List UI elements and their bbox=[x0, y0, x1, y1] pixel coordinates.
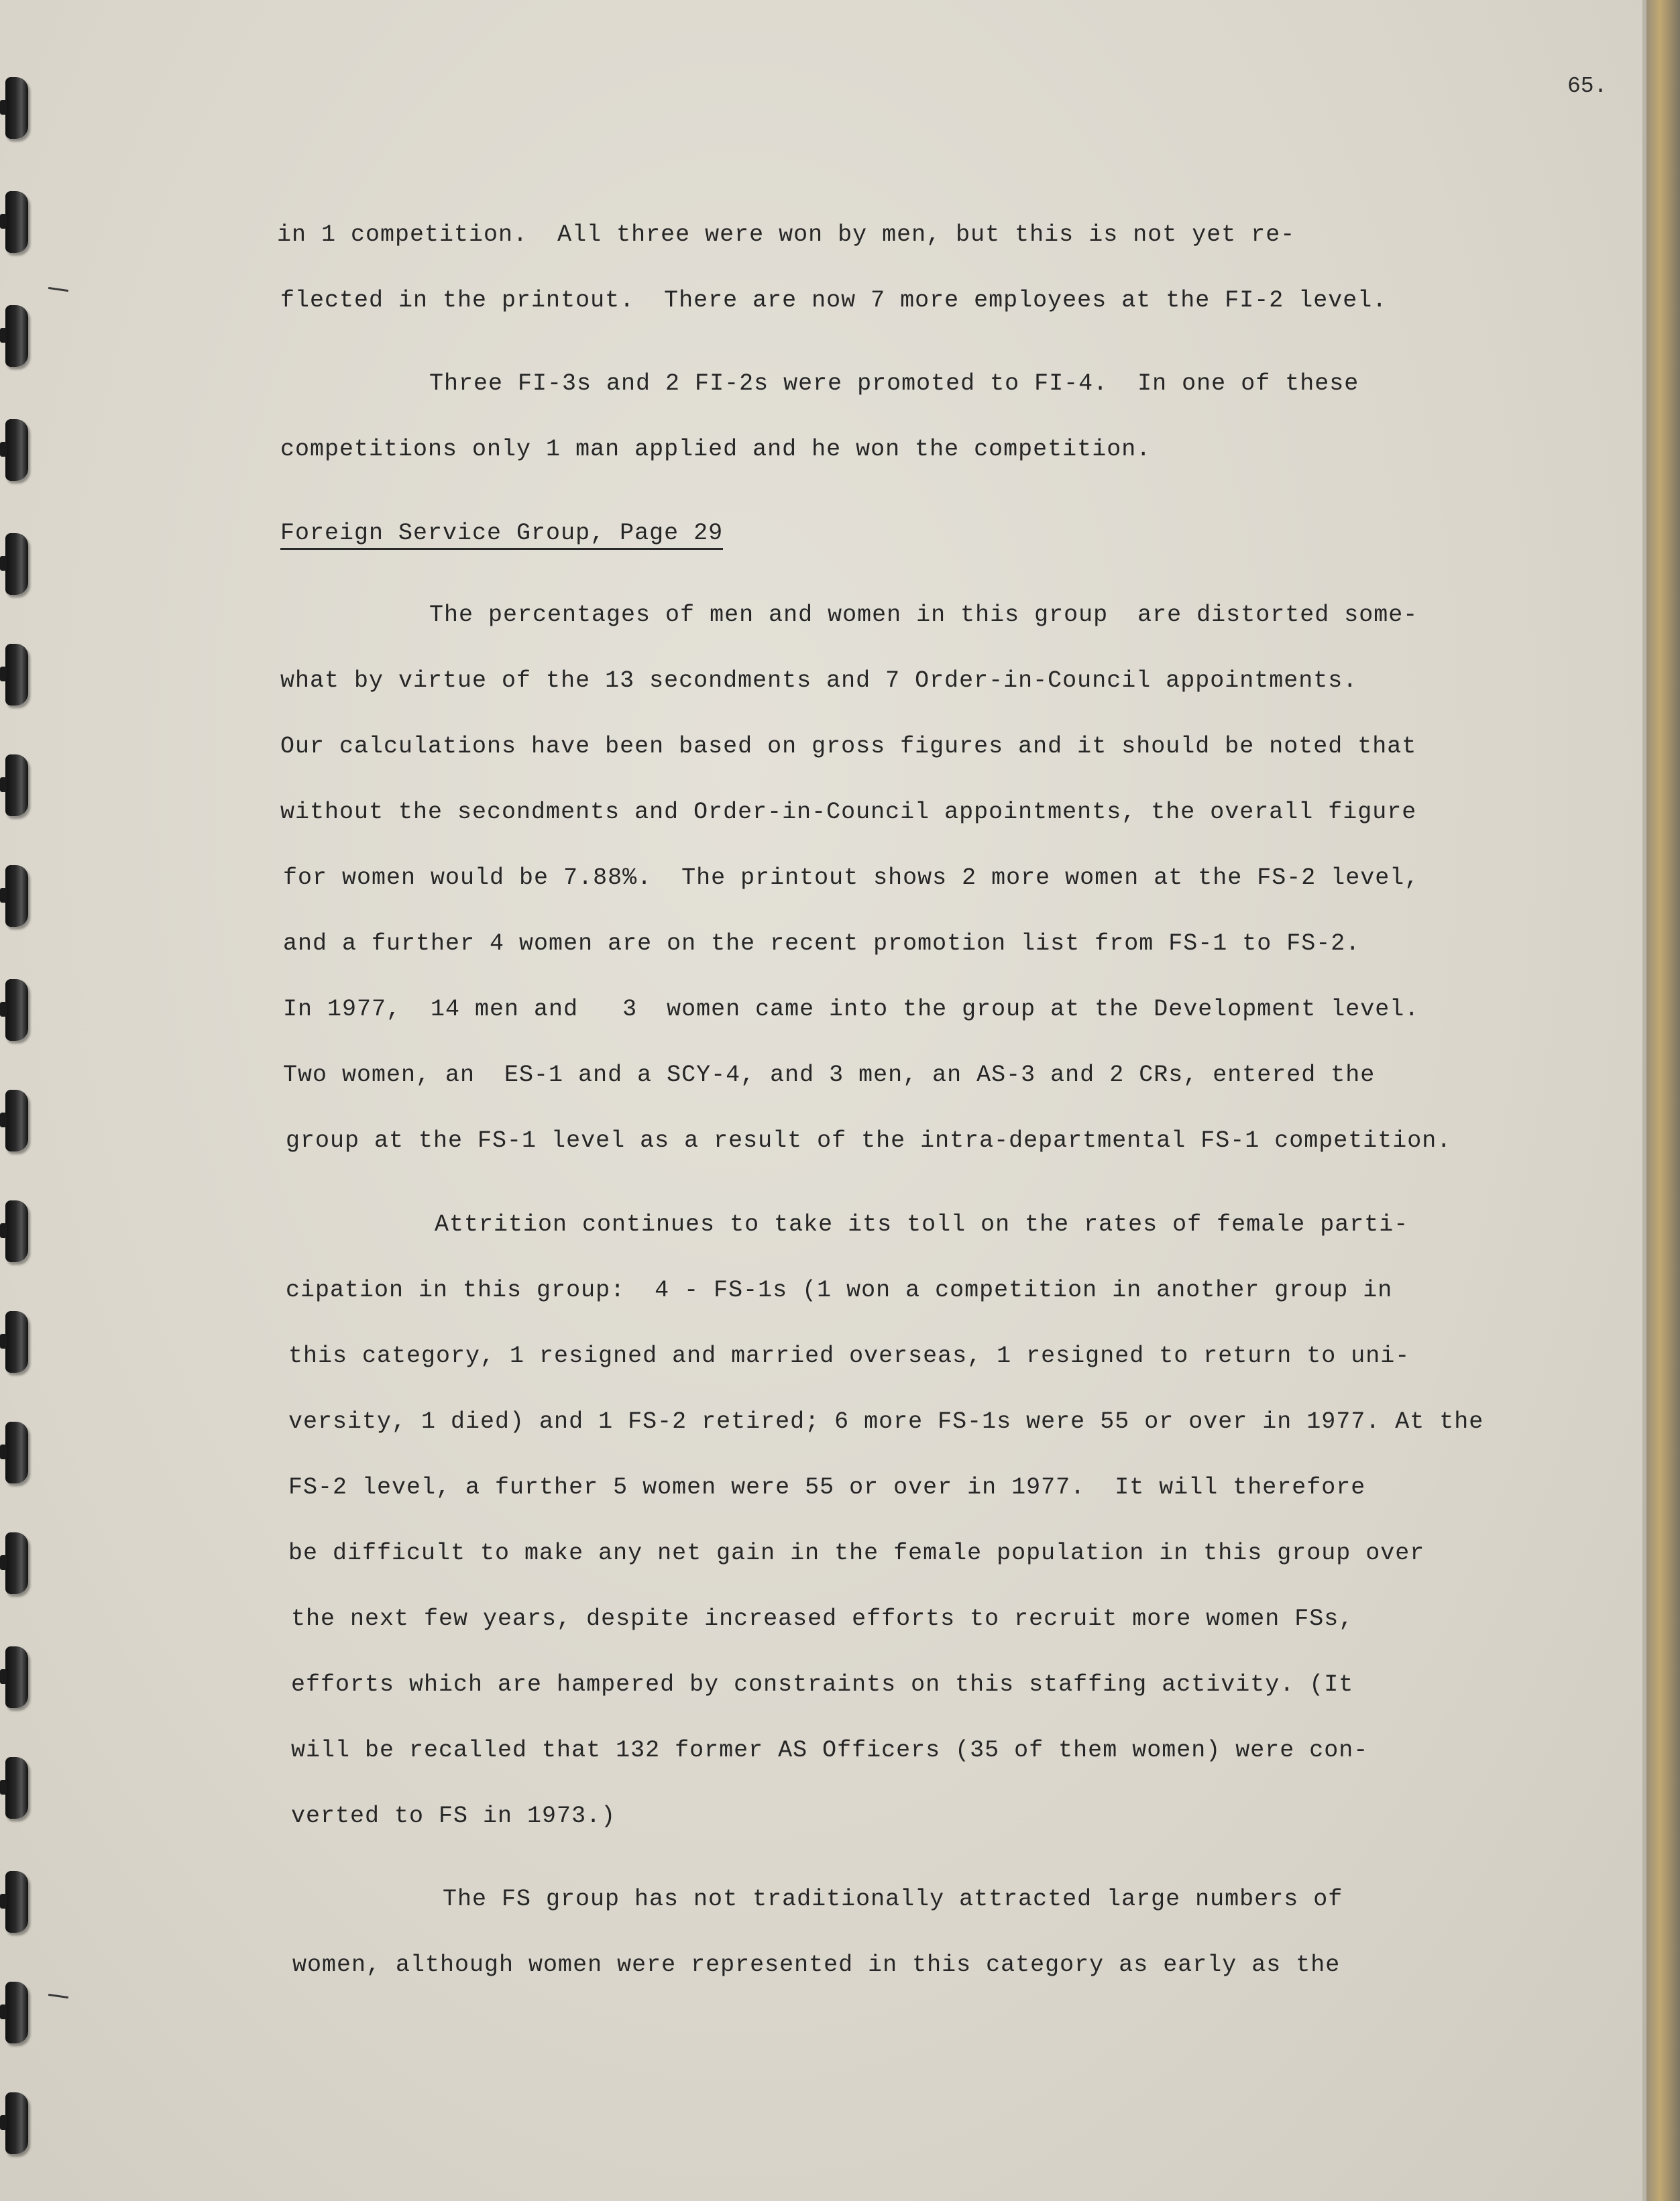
binding-ring bbox=[5, 1311, 28, 1373]
page-number: 65. bbox=[1567, 74, 1608, 99]
binding-ring bbox=[5, 305, 28, 367]
text-line: without the secondments and Order-in-Council appointments, the overall figure bbox=[280, 799, 1417, 826]
margin-mark bbox=[48, 287, 68, 292]
text-line: what by virtue of the 13 secondments and 7 Order-in-Council appointments. bbox=[280, 667, 1358, 694]
text-line: versity, 1 died) and 1 FS-2 retired; 6 more FS-1s were 55 or over in 1977. At the bbox=[288, 1408, 1484, 1435]
section-heading: Foreign Service Group, Page 29 bbox=[280, 520, 723, 550]
binding-ring bbox=[5, 1871, 28, 1933]
binding-ring bbox=[5, 77, 28, 139]
binding-ring bbox=[5, 1422, 28, 1483]
text-line: in 1 competition. All three were won by men, but this is not yet re- bbox=[277, 221, 1296, 248]
page-edge bbox=[1646, 0, 1680, 2201]
text-line: Our calculations have been based on gross figures and it should be noted that bbox=[280, 733, 1417, 760]
binding-ring bbox=[5, 419, 28, 481]
text-line: Three FI-3s and 2 FI-2s were promoted to FI-4. In one of these bbox=[429, 370, 1359, 397]
text-line: will be recalled that 132 former AS Officers (35 of them women) were con- bbox=[291, 1737, 1369, 1764]
binding-ring bbox=[5, 2092, 28, 2154]
spiral-binding bbox=[0, 0, 40, 2201]
binding-ring bbox=[5, 1090, 28, 1151]
text-line: this category, 1 resigned and married overseas, 1 resigned to return to uni- bbox=[288, 1343, 1410, 1369]
text-line: the next few years, despite increased efforts to recruit more women FSs, bbox=[291, 1605, 1354, 1632]
binding-ring bbox=[5, 1200, 28, 1262]
text-line: Two women, an ES-1 and a SCY-4, and 3 men, an AS-3 and 2 CRs, entered the bbox=[283, 1062, 1376, 1088]
text-line: FS-2 level, a further 5 women were 55 or over in 1977. It will therefore bbox=[288, 1474, 1366, 1501]
binding-ring bbox=[5, 533, 28, 595]
text-line: women, although women were represented in this category as early as the bbox=[292, 1952, 1341, 1978]
binding-ring bbox=[5, 865, 28, 927]
margin-mark bbox=[48, 1994, 68, 1998]
binding-ring bbox=[5, 1757, 28, 1819]
text-line: verted to FS in 1973.) bbox=[291, 1803, 616, 1829]
binding-ring bbox=[5, 754, 28, 816]
text-line: flected in the printout. There are now 7 more employees at the FI-2 level. bbox=[280, 287, 1388, 314]
text-line: In 1977, 14 men and 3 women came into the group at the Development level. bbox=[283, 996, 1420, 1023]
text-line: Attrition continues to take its toll on the rates of female parti- bbox=[435, 1211, 1409, 1238]
text-line: be difficult to make any net gain in the female population in this group over bbox=[288, 1540, 1425, 1567]
binding-ring bbox=[5, 191, 28, 253]
text-line: competitions only 1 man applied and he won the competition. bbox=[280, 436, 1152, 463]
binding-ring bbox=[5, 979, 28, 1041]
binding-ring bbox=[5, 1532, 28, 1594]
text-line: group at the FS-1 level as a result of the intra-departmental FS-1 competition. bbox=[286, 1127, 1452, 1154]
binding-ring bbox=[5, 1982, 28, 2043]
binding-ring bbox=[5, 1646, 28, 1708]
text-line: The percentages of men and women in this group are distorted some- bbox=[429, 602, 1418, 628]
text-line: cipation in this group: 4 - FS-1s (1 won a competition in another group in bbox=[286, 1277, 1393, 1304]
text-line: and a further 4 women are on the recent promotion list from FS-1 to FS-2. bbox=[283, 930, 1361, 957]
text-line: The FS group has not traditionally attracted large numbers of bbox=[443, 1886, 1343, 1913]
text-line: for women would be 7.88%. The printout shows 2 more women at the FS-2 level, bbox=[283, 864, 1420, 891]
binding-ring bbox=[5, 644, 28, 706]
text-line: efforts which are hampered by constraints on this staffing activity. (It bbox=[291, 1671, 1354, 1698]
